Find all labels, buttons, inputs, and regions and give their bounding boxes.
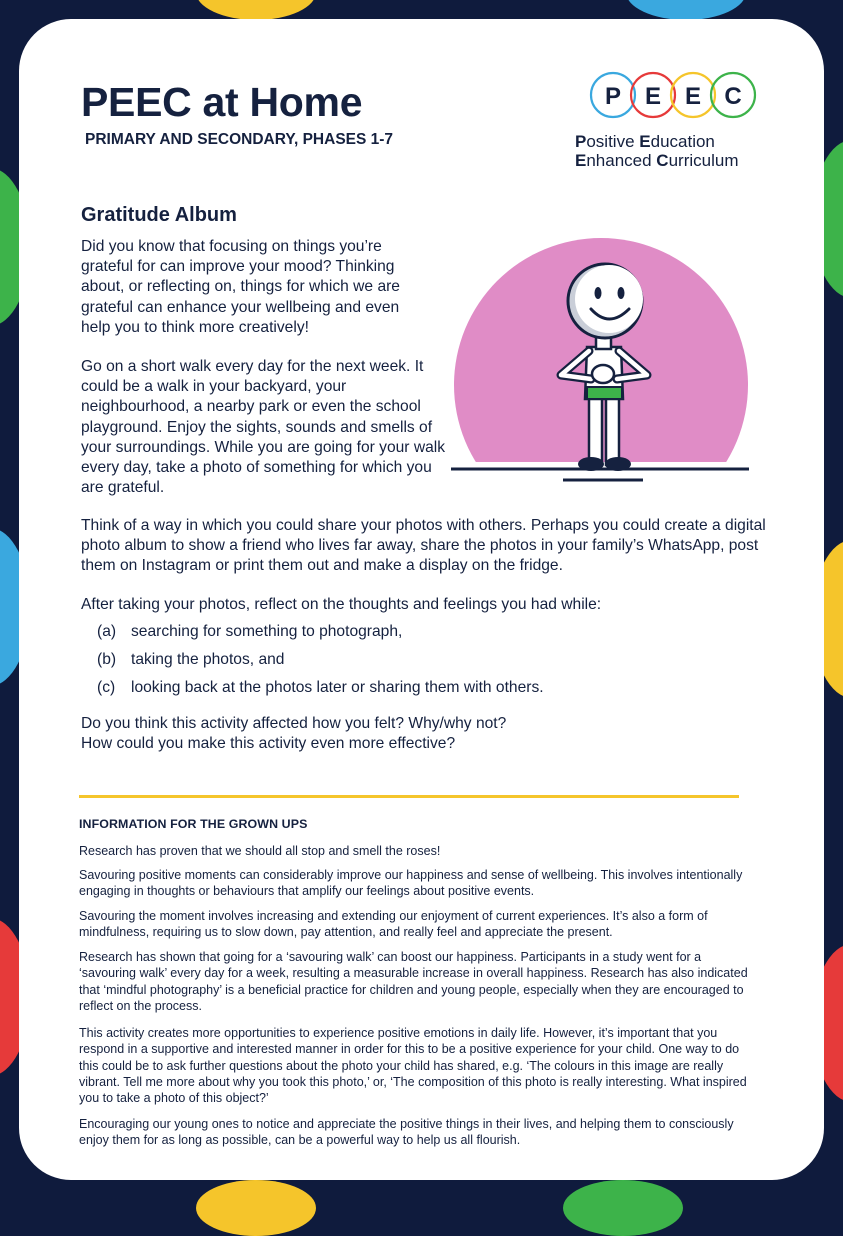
peec-logo (585, 66, 785, 124)
section-divider (79, 795, 739, 798)
page-title: PEEC at Home (81, 79, 363, 125)
list-item: (b) taking the photos, and (97, 651, 285, 668)
logo-letter: E (684, 83, 702, 110)
info-paragraph: Encouraging our young ones to notice and appreciate the positive things in their lives, and helping them to consciously enjoy them for as long as possible, can be a powerful way to help us all flourish. (79, 1117, 734, 1148)
sharing-paragraph: Think of a way in which you could share your photos with others. Perhaps you could create a digital photo album to show a friend who lives far away, share the photos in your family’s WhatsApp, post them on Instagram or print them out and make a display on the fridge. (81, 517, 766, 575)
closing-questions: Do you think this activity affected how you felt? Why/why not? How could you make this activity even more effective? (81, 715, 507, 753)
reflection-intro: After taking your photos, reflect on the thoughts and feelings you had while: (81, 596, 602, 613)
list-item: (a) searching for something to photograph, (97, 623, 403, 640)
page-subtitle: PRIMARY AND SECONDARY, PHASES 1-7 (85, 131, 394, 148)
reflection-list (97, 622, 544, 706)
activity-title: Gratitude Album (81, 204, 237, 226)
activity-instructions-paragraph: Go on a short walk every day for the next week. It could be a walk in your backyard, your neighbourhood, a nearby park or even the school playground. Enjoy the sights, sounds and smells of your surroundings. While you are going for your walk every day, take a photo of something for which you are grateful. (81, 358, 446, 497)
decor-dot-green-bottom (563, 1180, 683, 1236)
info-paragraph: Research has proven that we should all stop and smell the roses! (79, 844, 441, 858)
logo-letter: C (724, 83, 742, 110)
info-paragraph: Research has shown that going for a ‘savouring walk’ can boost our happiness. Participants in a study went for a ‘savouring walk’ every day for a week, resulting a measurable increase in overall happiness. Research has also indicated that ‘mindful photography’ is a beneficial practice for children and young people, especially when they are encouraged to reflect on the process. (79, 950, 748, 1013)
logo-line-2: Enhanced Curriculum (575, 151, 739, 170)
worksheet-card (19, 19, 824, 1180)
activity-intro-paragraph: Did you know that focusing on things you’re grateful for can improve your mood? Thinking about, or reflecting on, things for which we are grateful can enhance your wellbeing and even help you to think more creatively! (81, 238, 400, 336)
logo-wordmark (575, 132, 781, 170)
decor-dot-blue-top (626, 0, 746, 20)
info-section-title: INFORMATION FOR THE GROWN UPS (79, 817, 308, 831)
decor-dot-yellow-top (196, 0, 316, 20)
logo-letter: P (604, 83, 622, 110)
info-paragraph: Savouring positive moments can considerably improve our happiness and sense of wellbeing. This involves intentionally engaging in thoughts or behaviours that amplify our feelings about positive events. (79, 868, 743, 899)
list-item: (c) looking back at the photos later or sharing them with others. (97, 679, 544, 696)
logo-line-1: Positive Education (575, 132, 715, 151)
info-paragraph: This activity creates more opportunities to experience positive emotions in daily life. However, it’s important that you respond in a supportive and interested manner in order for this to be a positive experience for your child. One way to do this could be to ask further questions about the photo your child has shared, e.g. ‘The colours in this image are really vibrant. Tell me more about why you took this photo,’ or, ‘The composition of this photo is really interesting. What inspired you to take a photo of this object?’ (79, 1026, 747, 1106)
logo-letter: E (644, 83, 662, 110)
smiling-stick-figure-icon (451, 237, 771, 507)
decor-dot-yellow-bottom (196, 1180, 316, 1236)
info-paragraph: Savouring the moment involves increasing and extending our enjoyment of current experiences. It’s also a form of mindfulness, requiring us to slow down, pay attention, and really feel and appreciate the present. (79, 909, 708, 940)
